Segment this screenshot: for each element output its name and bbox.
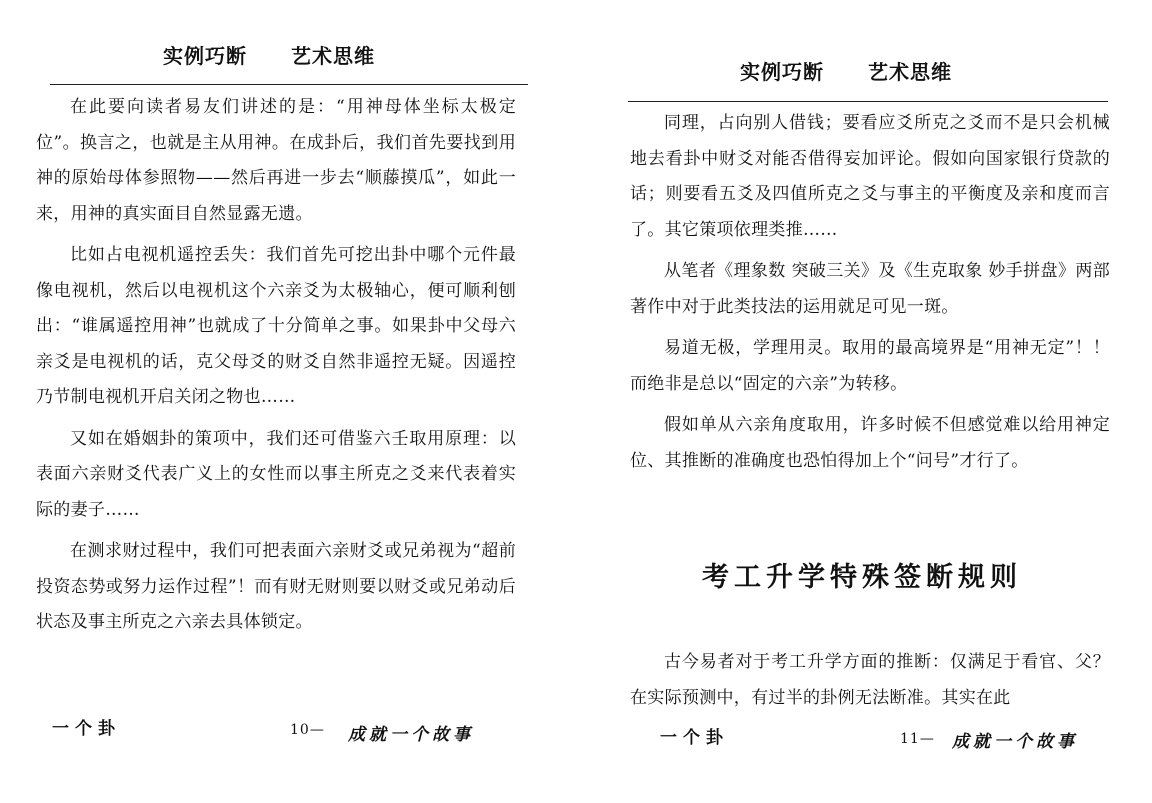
page-number: 11— [900, 731, 935, 747]
header-title-part2: 艺术思维 [868, 60, 952, 84]
footer-left-text: 一个卦 [52, 719, 121, 739]
left-page [0, 0, 560, 803]
paragraph: 又如在婚姻卦的策项中，我们还可借鉴六壬取用原理：以表面六亲财爻代表广义上的女性而以事主所克之爻来代表着实际的妻子…… [36, 428, 516, 520]
footer-left-text: 一个卦 [660, 728, 729, 748]
paragraph: 在测求财过程中，我们可把表面六亲财爻或兄弟视为“超前投资态势或努力运作过程”！而有财无财则要以财爻或兄弟动后状态及事主所克之六亲去具体锁定。 [36, 541, 516, 632]
left-footer [52, 714, 522, 745]
right-page [590, 0, 1152, 803]
page-number: 10— [290, 722, 325, 738]
footer-brand: 成就一个故事 [952, 732, 1078, 752]
paragraph: 易道无极，学理用灵。取用的最高境界是“用神无定”！！而绝非是总以“固定的六亲”为转移。 [630, 338, 1110, 394]
left-body-text [36, 90, 516, 647]
header-title-part1: 实例巧断 [740, 60, 824, 84]
section-title: 考工升学特殊签断规则 [702, 562, 1022, 593]
paragraph: 假如单从六亲角度取用，许多时候不但感觉难以给用神定位、其推断的准确度也恐怕得加上个“问号”才行了。 [630, 415, 1110, 471]
paragraph: 从笔者《理象数 突破三关》及《生克取象 妙手拼盘》两部著作中对于此类技法的运用就足可见一斑。 [630, 261, 1110, 317]
right-footer [660, 723, 1100, 752]
right-section-body-text [630, 645, 1110, 722]
paragraph: 同理，占向别人借钱；要看应爻所克之爻而不是只会机械地去看卦中财爻对能否借得妄加评论。假如向国家银行贷款的话；则要看五爻及四值所克之爻与事主的平衡度及亲和度而言了。其它策项依理类推…… [630, 113, 1110, 240]
right-body-text [630, 106, 1110, 485]
left-header-rule [50, 84, 528, 85]
footer-brand: 成就一个故事 [348, 725, 474, 745]
right-page-header [740, 56, 952, 85]
right-header-rule [628, 101, 1108, 102]
paragraph: 在此要向读者易友们讲述的是：“用神母体坐标太极定位”。换言之，也就是主从用神。在成卦后，我们首先要找到用神的原始母体参照物——然后再进一步去“顺藤摸瓜”，如此一来，用神的真实面目自然显露无遗。 [36, 97, 516, 224]
header-title-part1: 实例巧断 [163, 44, 247, 68]
header-title-part2: 艺术思维 [291, 44, 375, 68]
left-page-header [163, 40, 375, 69]
paragraph: 古今易者对于考工升学方面的推断：仅满足于看官、父？在实际预测中，有过半的卦例无法断准。其实在此 [630, 652, 1110, 708]
paragraph: 比如占电视机遥控丢失：我们首先可挖出卦中哪个元件最像电视机，然后以电视机这个六亲爻为太极轴心，便可顺利刨出：“谁属遥控用神”也就成了十分简单之事。如果卦中父母六亲爻是电视机的话，克父母爻的财爻自然非遥控无疑。因遥控乃节制电视机开启关闭之物也…… [36, 245, 516, 407]
